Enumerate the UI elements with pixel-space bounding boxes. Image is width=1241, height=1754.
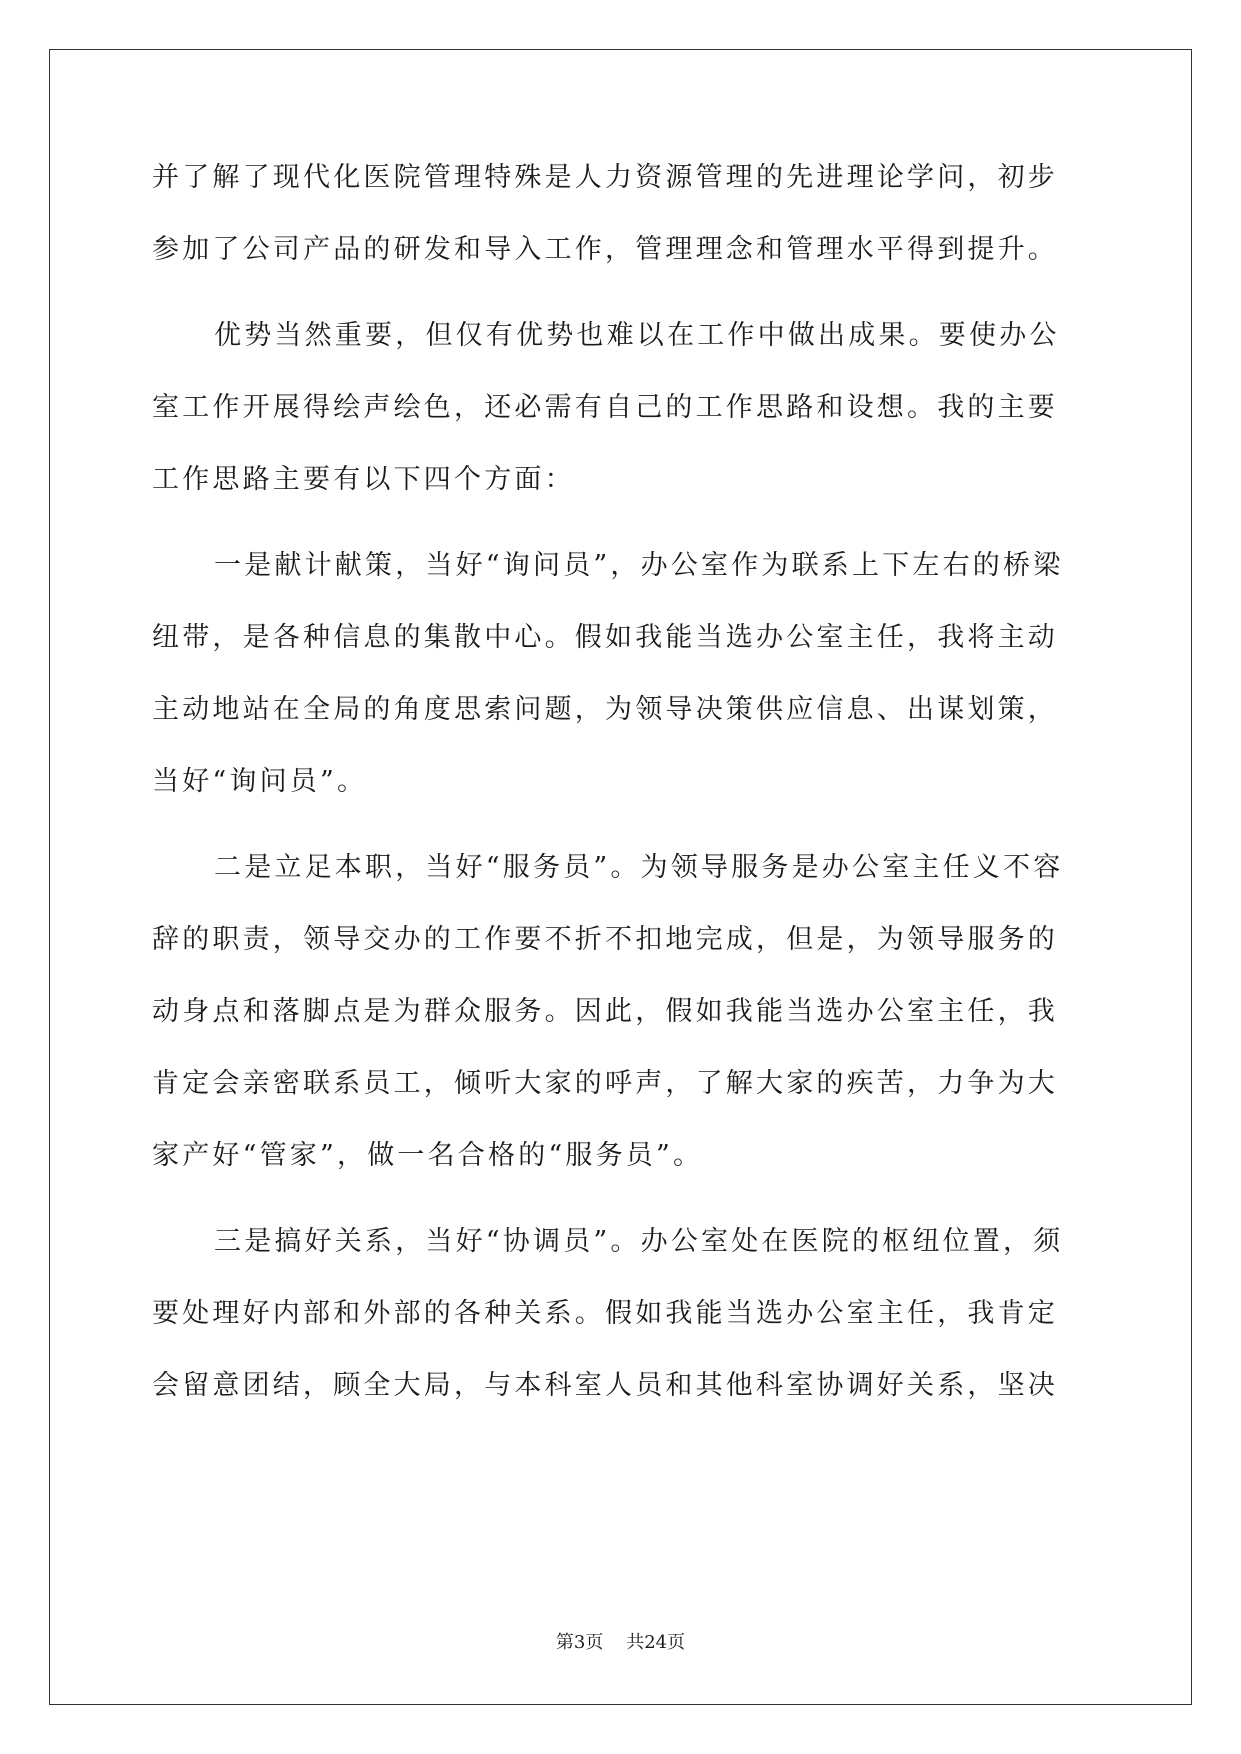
page-footer [0, 1628, 1241, 1654]
text-line: 会留意团结，顾全大局，与本科室人员和其他科室协调好关系，坚决 [152, 1370, 1058, 1401]
text-line: 工作思路主要有以下四个方面： [152, 464, 575, 495]
page-number: 第3页 [555, 1632, 604, 1653]
paragraph-first-line: 一是献计献策，当好“询问员”，办公室作为联系上下左右的桥梁 [214, 550, 1064, 581]
text-line: 辞的职责，领导交办的工作要不折不扣地完成，但是，为领导服务的 [152, 924, 1058, 955]
text-line: 动身点和落脚点是为群众服务。因此，假如我能当选办公室主任，我 [152, 996, 1058, 1027]
text-line: 肯定会亲密联系员工，倾听大家的呼声，了解大家的疾苦，力争为大 [152, 1068, 1058, 1099]
paragraph-first-line: 三是搞好关系，当好“协调员”。办公室处在医院的枢纽位置，须 [214, 1226, 1064, 1257]
text-line: 纽带，是各种信息的集散中心。假如我能当选办公室主任，我将主动 [152, 622, 1058, 653]
paragraph-first-line: 优势当然重要，但仅有优势也难以在工作中做出成果。要使办公 [214, 320, 1060, 351]
paragraph-first-line: 二是立足本职，当好“服务员”。为领导服务是办公室主任义不容 [214, 852, 1064, 883]
text-line: 并了解了现代化医院管理特殊是人力资源管理的先进理论学问，初步 [152, 162, 1058, 193]
text-line: 当好“询问员”。 [152, 766, 368, 797]
text-line: 家产好“管家”，做一名合格的“服务员”。 [152, 1140, 704, 1171]
text-line: 参加了公司产品的研发和导入工作，管理理念和管理水平得到提升。 [152, 234, 1058, 265]
text-line: 要处理好内部和外部的各种关系。假如我能当选办公室主任，我肯定 [152, 1298, 1058, 1329]
text-line: 主动地站在全局的角度思索问题，为领导决策供应信息、出谋划策， [152, 694, 1058, 725]
text-line: 室工作开展得绘声绘色，还必需有自己的工作思路和设想。我的主要 [152, 392, 1058, 423]
page-total: 共24页 [626, 1632, 686, 1653]
